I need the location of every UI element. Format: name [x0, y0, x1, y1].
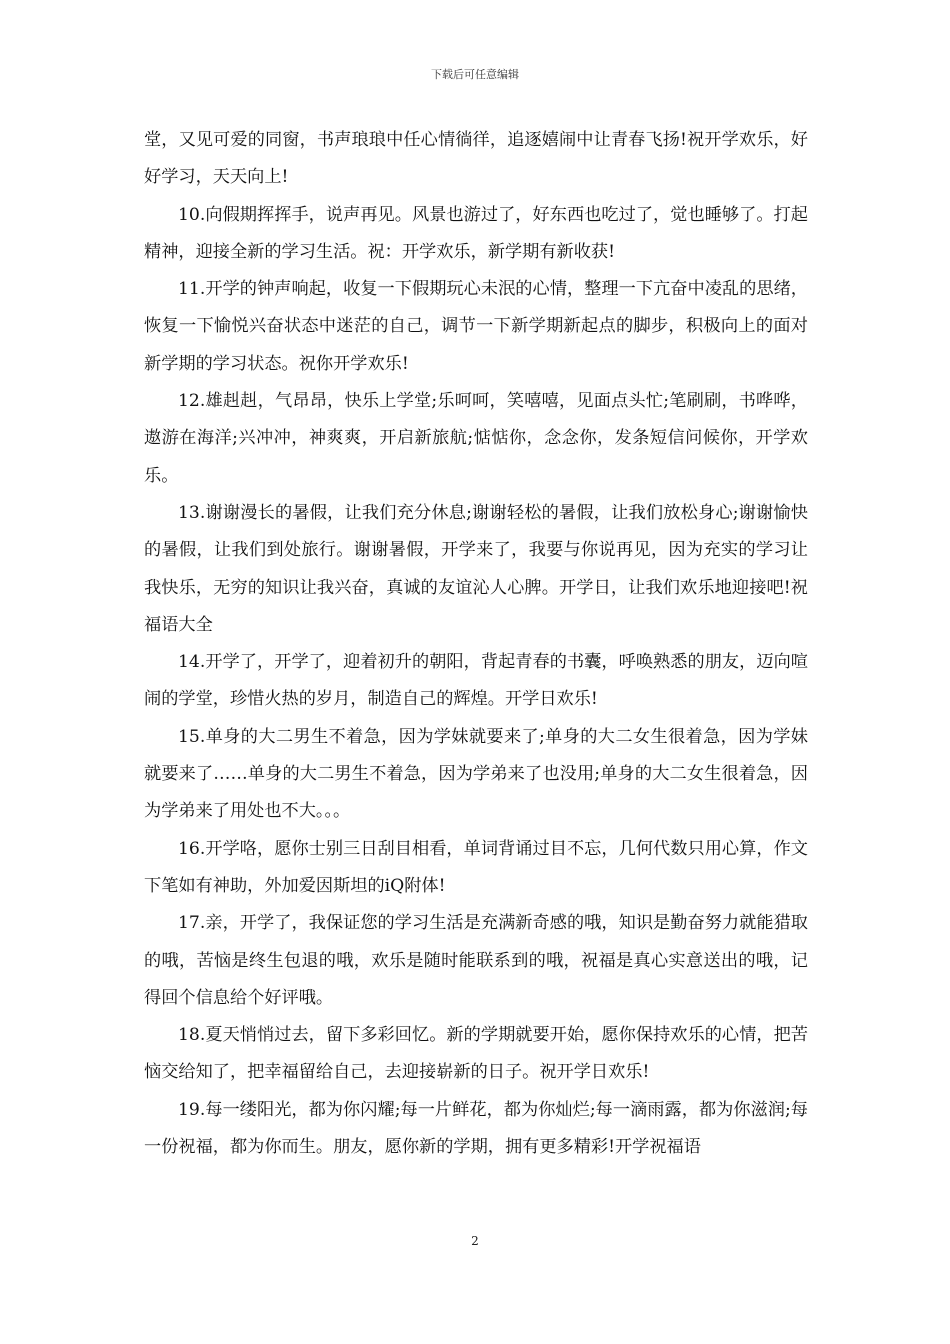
- paragraph: 16.开学咯，愿你士别三日刮目相看，单词背诵过目不忘，几何代数只用心算，作文下笔如有神助，外加爱因斯坦的iQ附体!: [144, 838, 808, 896]
- paragraph: 14.开学了，开学了，迎着初升的朝阳，背起青春的书囊，呼唤熟悉的朋友，迈向喧闹的学堂，珍惜火热的岁月，制造自己的辉煌。开学日欢乐!: [144, 652, 808, 710]
- paragraph: 18.夏天悄悄过去，留下多彩回忆。新的学期就要开始，愿你保持欢乐的心情，把苦恼交给知了，把幸福留给自己，去迎接崭新的日子。祝开学日欢乐!: [144, 1025, 808, 1083]
- paragraph: 13.谢谢漫长的暑假，让我们充分休息;谢谢轻松的暑假，让我们放松身心;谢谢愉快的暑假，让我们到处旅行。谢谢暑假，开学来了，我要与你说再见，因为充实的学习让我快乐，无穷的知识让我兴奋，真诚的友谊沁人心脾。开学日，让我们欢乐地迎接吧!祝福语大全: [144, 502, 808, 635]
- page-number: 2: [471, 1234, 479, 1248]
- page-header: 下载后可任意编辑: [431, 68, 519, 81]
- paragraph: 15.单身的大二男生不着急，因为学妹就要来了;单身的大二女生很着急，因为学妹就要来了……单身的大二男生不着急，因为学弟来了也没用;单身的大二女生很着急，因为学弟来了用处也不大。。。: [144, 726, 808, 822]
- paragraph: 19.每一缕阳光，都为你闪耀;每一片鲜花，都为你灿烂;每一滴雨露，都为你滋润;每一份祝福，都为你而生。朋友，愿你新的学期，拥有更多精彩!开学祝福语: [144, 1099, 808, 1158]
- document-body: [144, 122, 808, 1166]
- paragraph: 17.亲，开学了，我保证您的学习生活是充满新奇感的哦，知识是勤奋努力就能猎取的哦，苦恼是终生包退的哦，欢乐是随时能联系到的哦，祝福是真心实意送出的哦，记得回个信息给个好评哦。: [144, 913, 808, 1008]
- paragraph: 11.开学的钟声响起，收复一下假期玩心未泯的心情，整理一下亢奋中凌乱的思绪，恢复一下愉悦兴奋状态中迷茫的自己，调节一下新学期新起点的脚步，积极向上的面对新学期的学习状态。祝你开学欢乐!: [144, 279, 808, 374]
- paragraph: 12.雄赳赳，气昂昂，快乐上学堂;乐呵呵，笑嘻嘻，见面点头忙;笔刷刷，书哗哗，遨游在海洋;兴冲冲，神爽爽，开启新旅航;惦惦你，念念你，发条短信问候你，开学欢乐。: [144, 391, 808, 486]
- paragraph: 10.向假期挥挥手，说声再见。风景也游过了，好东西也吃过了，觉也睡够了。打起精神，迎接全新的学习生活。祝：开学欢乐，新学期有新收获!: [144, 204, 808, 262]
- paragraph: 堂，又见可爱的同窗，书声琅琅中任心情徜徉，追逐嬉闹中让青春飞扬!祝开学欢乐，好好学习，天天向上!: [144, 130, 808, 188]
